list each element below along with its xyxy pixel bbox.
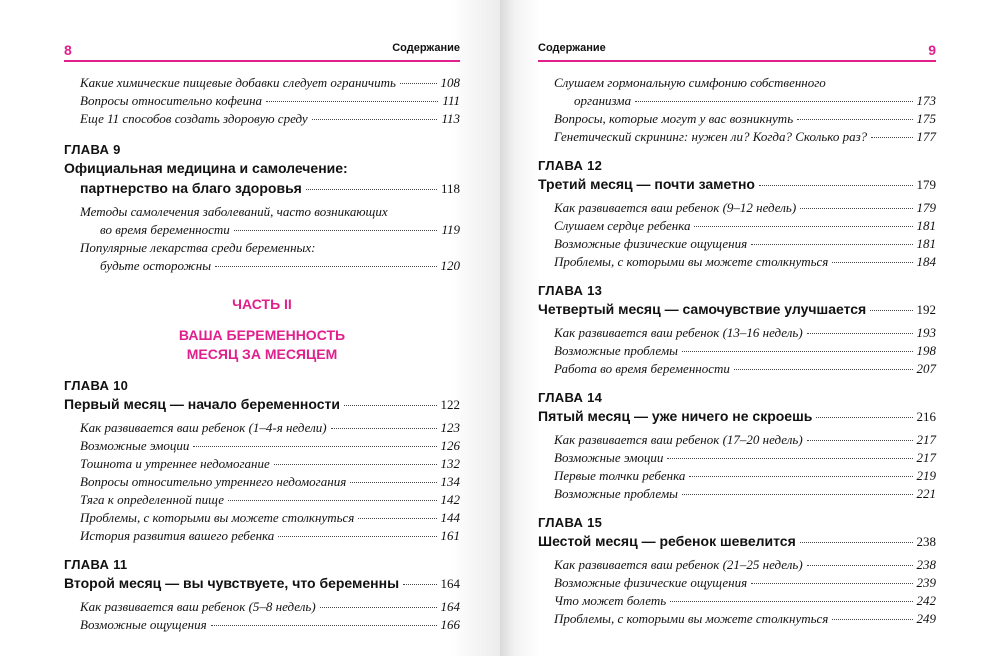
toc-entry[interactable]: Возможные эмоции 217 [554, 450, 936, 465]
toc-entry[interactable]: Что может болеть 242 [554, 593, 936, 608]
toc-entry[interactable]: Работа во время беременности 207 [554, 361, 936, 376]
chapter-15-title[interactable]: Шестой месяц — ребенок шевелится 238 [538, 533, 936, 549]
chapter-10-title[interactable]: Первый месяц — начало беременности 122 [64, 396, 460, 412]
toc-entry[interactable]: Первые толчки ребенка 219 [554, 468, 936, 483]
toc-entry[interactable]: Проблемы, с которыми вы можете столкнуться 184 [554, 254, 936, 269]
left-page-number: 8 [64, 42, 72, 58]
chapter-15-label: ГЛАВА 15 [538, 515, 603, 530]
part-label: ЧАСТЬ II [232, 296, 292, 312]
toc-entry[interactable]: Как развивается ваш ребенок (21–25 недель) 238 [554, 557, 936, 572]
right-toc [538, 74, 936, 628]
right-running-header: Содержание [538, 42, 606, 54]
toc-entry[interactable]: Как развивается ваш ребенок (1–4-я недели) 123 [80, 420, 460, 435]
chapter-9-label: ГЛАВА 9 [64, 142, 121, 157]
right-page [500, 0, 1000, 656]
left-header-rule [64, 60, 460, 62]
toc-entry[interactable]: Как развивается ваш ребенок (9–12 недель) 179 [554, 200, 936, 215]
toc-entry[interactable]: Еще 11 способов создать здоровую среду 113 [80, 111, 460, 126]
chapter-10-label: ГЛАВА 10 [64, 378, 129, 393]
chapter-9-title[interactable]: партнерство на благо здоровья 118 [80, 180, 460, 196]
left-running-header: Содержание [392, 42, 460, 54]
chapter-11-label: ГЛАВА 11 [64, 557, 128, 572]
chapter-12-title[interactable]: Третий месяц — почти заметно 179 [538, 176, 936, 192]
toc-entry[interactable]: Возможные физические ощущения 181 [554, 236, 936, 251]
toc-entry[interactable]: Как развивается ваш ребенок (5–8 недель) 164 [80, 599, 460, 614]
toc-entry[interactable]: Возможные ощущения 166 [80, 617, 460, 632]
chapter-14-title[interactable]: Пятый месяц — уже ничего не скроешь 216 [538, 408, 936, 424]
right-page-number: 9 [928, 42, 936, 58]
toc-entry-multiline[interactable]: Популярные лекарства среди беременных: [80, 240, 316, 255]
toc-entry[interactable]: Тяга к определенной пище 142 [80, 492, 460, 507]
toc-entry[interactable]: Как развивается ваш ребенок (13–16 недель) 193 [554, 325, 936, 340]
toc-entry[interactable]: Возможные эмоции 126 [80, 438, 460, 453]
right-header-rule [538, 60, 936, 62]
part-title-line1: ВАША БЕРЕМЕННОСТЬ [178, 327, 346, 343]
toc-entry[interactable]: Вопросы относительно утреннего недомогания 134 [80, 474, 460, 489]
toc-entry-multiline[interactable]: Слушаем гормональную симфонию собственного [554, 75, 826, 90]
toc-entry[interactable]: Слушаем сердце ребенка 181 [554, 218, 936, 233]
toc-entry[interactable]: Проблемы, с которыми вы можете столкнуться 249 [554, 611, 936, 626]
chapter-13-title[interactable]: Четвертый месяц — самочувствие улучшается 192 [538, 301, 936, 317]
toc-entry-multiline[interactable]: Методы самолечения заболеваний, часто возникающих [80, 204, 388, 219]
toc-entry-continuation[interactable]: будьте осторожны 120 [100, 258, 460, 273]
toc-entry[interactable]: Возможные проблемы 198 [554, 343, 936, 358]
toc-entry[interactable]: Генетический скрининг: нужен ли? Когда? Сколько раз? 177 [554, 129, 936, 144]
toc-entry[interactable]: Проблемы, с которыми вы можете столкнуться 144 [80, 510, 460, 525]
toc-entry[interactable]: Вопросы, которые могут у вас возникнуть 175 [554, 111, 936, 126]
toc-entry-continuation[interactable]: во время беременности 119 [100, 222, 460, 237]
chapter-12-label: ГЛАВА 12 [538, 158, 603, 173]
toc-entry[interactable]: Какие химические пищевые добавки следует ограничить 108 [80, 75, 460, 90]
toc-entry[interactable]: Возможные физические ощущения 239 [554, 575, 936, 590]
chapter-14-label: ГЛАВА 14 [538, 390, 603, 405]
toc-entry[interactable]: История развития вашего ребенка 161 [80, 528, 460, 543]
chapter-11-title[interactable]: Второй месяц — вы чувствуете, что беременны 164 [64, 575, 460, 591]
toc-entry[interactable]: Тошнота и утреннее недомогание 132 [80, 456, 460, 471]
toc-entry[interactable]: Возможные проблемы 221 [554, 486, 936, 501]
toc-entry[interactable]: Как развивается ваш ребенок (17–20 недель) 217 [554, 432, 936, 447]
part-title-line2: МЕСЯЦ ЗА МЕСЯЦЕМ [186, 346, 338, 362]
toc-entry-continuation[interactable]: организма 173 [574, 93, 936, 108]
chapter-9-title-line1[interactable]: Официальная медицина и самолечение: [64, 160, 348, 176]
left-toc [64, 74, 460, 634]
toc-entry[interactable]: Вопросы относительно кофеина 111 [80, 93, 460, 108]
chapter-13-label: ГЛАВА 13 [538, 283, 603, 298]
